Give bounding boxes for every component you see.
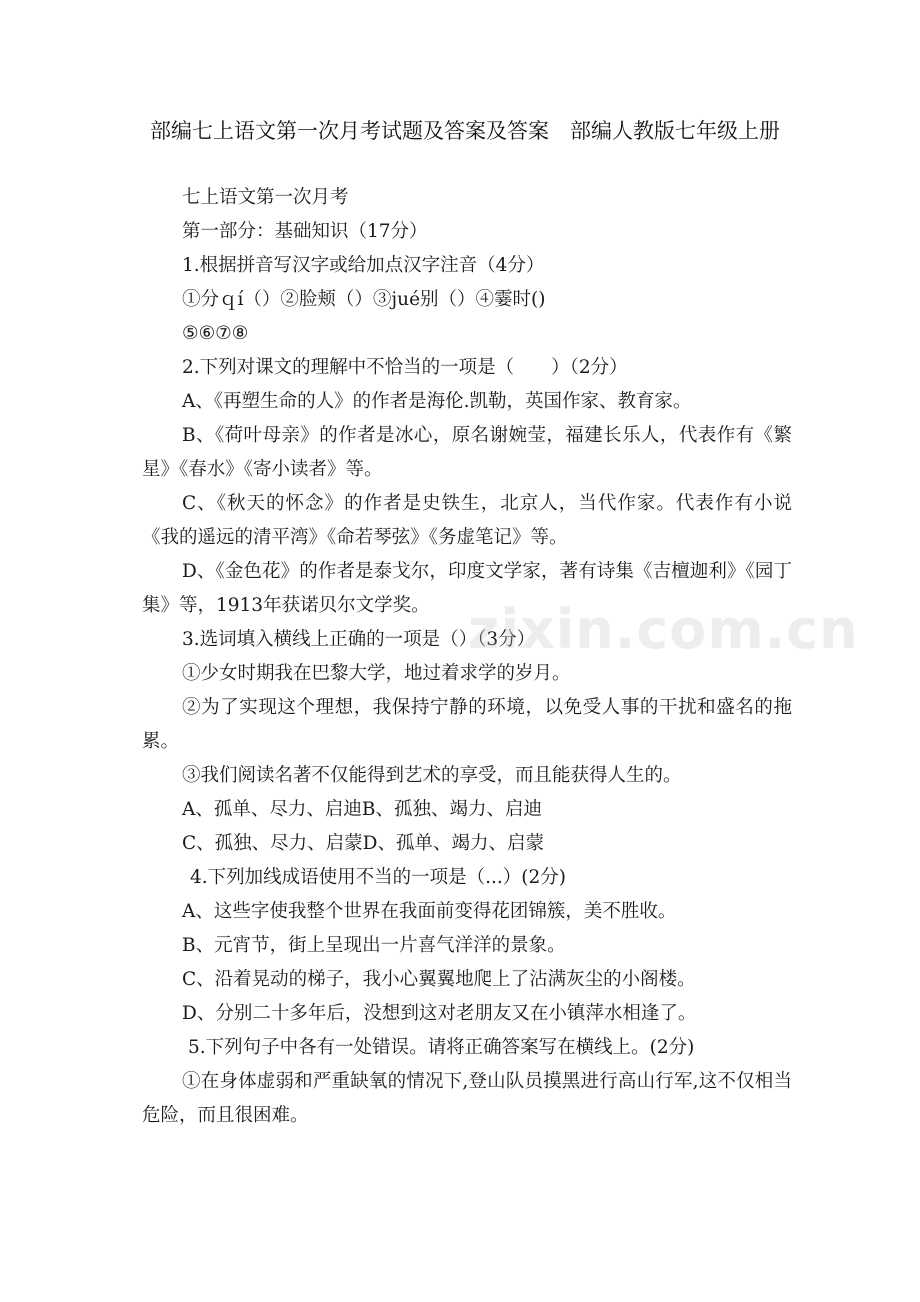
question-2-option-c-text: C、《秋天的怀念》的作者是史铁生，北京人，当代作家。代表作有小说《我的遥远的清平湾》《命若琴弦》《务虚笔记》等。 xyxy=(142,493,792,548)
question-4-option-d: D、分别二十多年后，没想到这对老朋友又在小镇萍水相逢了。 xyxy=(182,1003,697,1024)
question-5-sentence-1 xyxy=(142,1065,792,1133)
question-5-sentence-1-text: ①在身体虚弱和严重缺氧的情况下,登山队员摸黑进行高山行军,这不仅相当危险，而且很困难。 xyxy=(142,1071,792,1126)
question-3-sentence-2 xyxy=(142,691,792,759)
question-3-sentence-1: ①少女时期我在巴黎大学，地过着求学的岁月。 xyxy=(182,663,571,684)
question-3-options-ab: A、孤单、尽力、启迪B、孤独、竭力、启迪 xyxy=(182,799,542,820)
question-2-option-a: A、《再塑生命的人》的作者是海伦.凯勒，英国作家、教育家。 xyxy=(182,391,692,412)
question-4-stem: 4.下列加线成语使用不当的一项是（...）(2分) xyxy=(190,867,566,888)
question-4-option-a: A、这些字使我整个世界在我面前变得花团锦簇，美不胜收。 xyxy=(182,901,677,922)
question-1-stem: 1.根据拼音写汉字或给加点汉字注音（4分） xyxy=(182,255,545,276)
question-3-sentence-3: ③我们阅读名著不仅能得到艺术的享受，而且能获得人生的。 xyxy=(182,765,682,786)
question-2-option-c xyxy=(142,487,792,555)
question-3-sentence-2-text: ②为了实现这个理想，我保持宁静的环境，以免受人事的干扰和盛名的拖累。 xyxy=(142,697,792,752)
document-body xyxy=(142,181,792,1133)
exam-subtitle: 七上语文第一次月考 xyxy=(182,187,349,208)
question-2-stem: 2.下列对课文的理解中不恰当的一项是（ ）（2分） xyxy=(182,357,628,378)
document-title: 部编七上语文第一次月考试题及答案及答案 部编人教版七年级上册 xyxy=(150,119,780,143)
question-4-option-c: C、沿着晃动的梯子，我小心翼翼地爬上了沾满灰尘的小阁楼。 xyxy=(182,969,696,990)
question-3-options-cd: C、孤独、尽力、启蒙D、孤单、竭力、启蒙 xyxy=(182,833,544,854)
question-1-items-2: ⑤⑥⑦⑧ xyxy=(182,323,249,344)
watermark: zixin.com.cn xyxy=(468,598,859,661)
question-1-items: ①分ｑí（）②脸颊（）③jué别（）④霎时() xyxy=(182,289,546,310)
question-2-option-d-text: D、《金色花》的作者是泰戈尔，印度文学家，著有诗集《吉檀迦利》《园丁集》等，1913年获诺贝尔文学奖。 xyxy=(142,561,792,616)
question-4-option-b: B、元宵节，街上呈现出一片喜气洋洋的景象。 xyxy=(182,935,566,956)
question-3-stem: 3.选词填入横线上正确的一项是（）（3分） xyxy=(182,629,536,650)
question-5-stem: 5.下列句子中各有一处错误。请将正确答案写在横线上。(2分) xyxy=(188,1037,695,1058)
question-2-option-d xyxy=(142,555,792,623)
question-2-option-b xyxy=(142,419,792,487)
question-2-option-b-text: B、《荷叶母亲》的作者是冰心，原名谢婉莹，福建长乐人，代表作有《繁星》《春水》《寄小读者》等。 xyxy=(142,425,792,480)
section-heading: 第一部分：基础知识（17分） xyxy=(182,221,428,242)
